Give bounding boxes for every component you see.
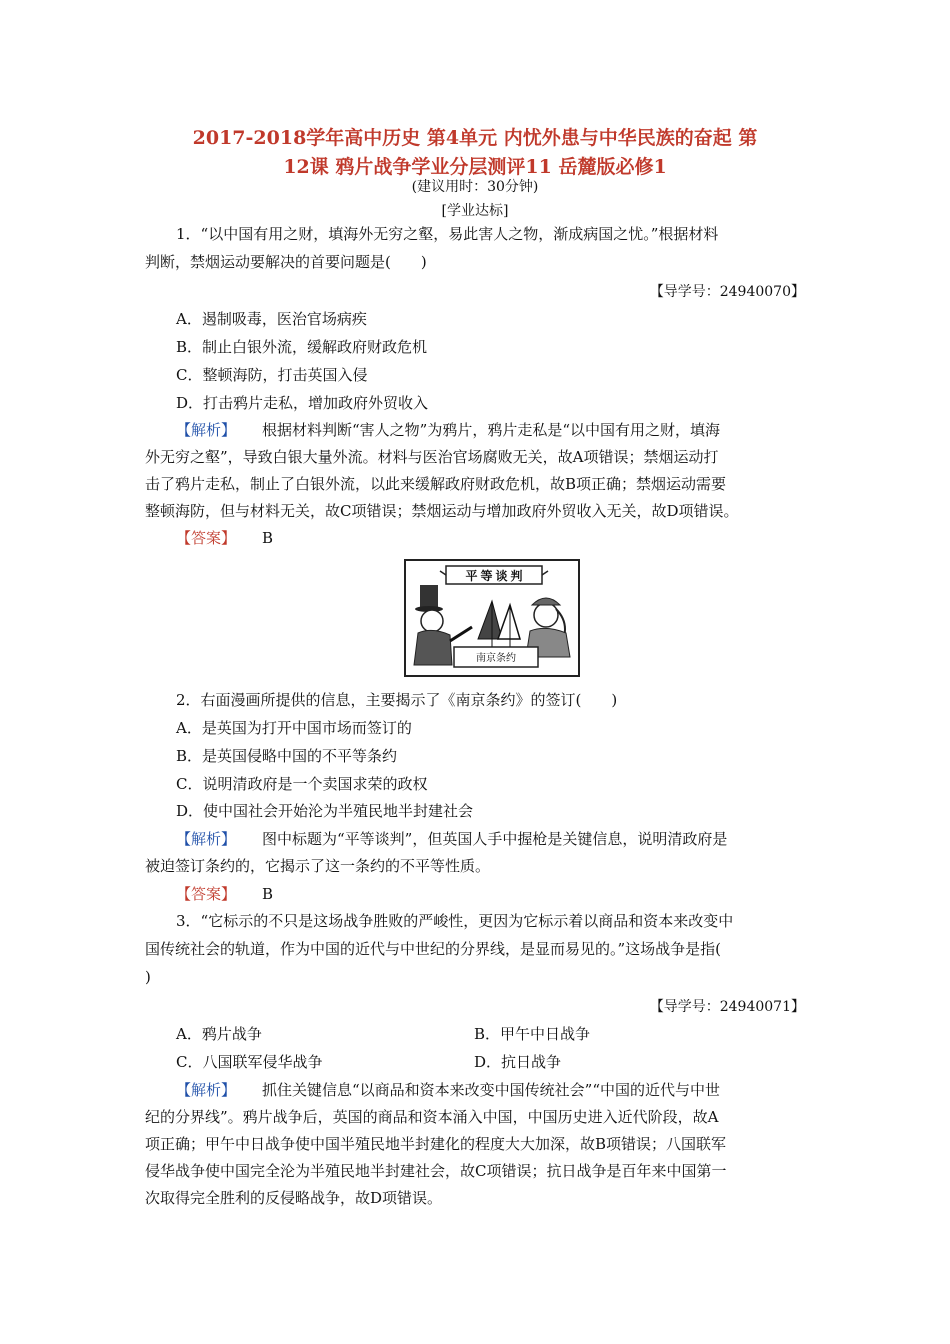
cartoon-drawing	[406, 561, 578, 675]
q1-option-c: C．整顿海防，打击英国入侵	[176, 366, 368, 384]
q3-analysis-line-3: 项正确；甲午中日战争使中国半殖民地半封建化的程度大大加深，故B项错误；八国联军	[145, 1135, 727, 1153]
cartoon-banner-text: 平 等 谈 判	[465, 569, 523, 583]
q3-analysis-line-2: 纪的分界线”。鸦片战争后，英国的商品和资本涌入中国，中国历史进入近代阶段，故A	[145, 1108, 719, 1126]
q3-stem-line-3: )	[145, 968, 151, 986]
q2-option-a: A．是英国为打开中国市场而签订的	[176, 719, 412, 737]
q3-option-b: B．甲午中日战争	[474, 1025, 591, 1043]
gun	[450, 627, 472, 641]
right-figure-head	[534, 603, 558, 627]
q1-option-b: B．制止白银外流，缓解政府财政危机	[176, 338, 428, 356]
suggested-time: (建议用时：30分钟)	[411, 179, 539, 195]
cartoon-table-label: 南京条约	[476, 653, 516, 664]
q1-answer: B	[262, 529, 274, 547]
q2-analysis-line-1: 图中标题为“平等谈判”，但英国人手中握枪是关键信息，说明清政府是	[262, 830, 728, 848]
left-figure-head	[421, 610, 443, 632]
section-heading: [学业达标]	[441, 203, 509, 219]
q3-analysis-line-5: 次取得完全胜利的反侵略战争，故D项错误。	[145, 1189, 443, 1207]
q3-analysis-line-4: 侵华战争使中国完全沦为半殖民地半封建社会，故C项错误；抗日战争是百年来中国第一	[145, 1162, 727, 1180]
q1-guide-number: 【导学号：24940070】	[649, 284, 805, 300]
flag-right	[498, 605, 520, 639]
title-line-2: 12课 鸦片战争学业分层测评11 岳麓版必修1	[283, 156, 667, 178]
q2-analysis-line-2: 被迫签订条约的，它揭示了这一条约的不平等性质。	[145, 857, 491, 875]
q2-analysis-tag: 【解析】	[176, 830, 237, 848]
q1-stem-line-1: 1．“以中国有用之财，填海外无穷之壑，易此害人之物，渐成病国之忧。”根据材料	[176, 225, 719, 243]
q3-option-c: C．八国联军侵华战争	[176, 1053, 323, 1071]
q2-answer-tag: 【答案】	[176, 885, 237, 903]
document-title	[100, 124, 850, 182]
title-line-1: 2017-2018学年高中历史 第4单元 内忧外患与中华民族的奋起 第	[192, 127, 758, 149]
q3-option-d: D．抗日战争	[474, 1053, 562, 1071]
treaty-cartoon-image	[404, 559, 580, 677]
q1-analysis-tag: 【解析】	[176, 421, 237, 439]
q2-stem: 2．右面漫画所提供的信息，主要揭示了《南京条约》的签订( )	[176, 691, 618, 709]
left-figure-body	[414, 630, 452, 665]
q3-stem-line-2: 国传统社会的轨道，作为中国的近代与中世纪的分界线，是显而易见的。”这场战争是指(	[145, 940, 722, 958]
q2-answer: B	[262, 885, 274, 903]
q3-option-a: A．鸦片战争	[176, 1025, 262, 1043]
q2-option-d: D．使中国社会开始沦为半殖民地半封建社会	[176, 802, 474, 820]
q1-option-d: D．打击鸦片走私，增加政府外贸收入	[176, 394, 429, 412]
q1-answer-tag: 【答案】	[176, 529, 237, 547]
q1-option-a: A．遏制吸毒，医治官场病疾	[176, 310, 367, 328]
q1-analysis-line-2: 外无穷之壑”，导致白银大量外流。材料与医治官场腐败无关，故A项错误；禁烟运动打	[145, 448, 719, 466]
q3-analysis-line-1: 抓住关键信息“以商品和资本来改变中国传统社会”“中国的近代与中世	[262, 1081, 721, 1099]
left-figure-hat	[420, 585, 438, 609]
q1-analysis-line-4: 整顿海防，但与材料无关，故C项错误；禁烟运动与增加政府外贸收入无关，故D项错误。	[145, 502, 739, 520]
q3-analysis-tag: 【解析】	[176, 1081, 237, 1099]
q3-stem-line-1: 3．“它标示的不只是这场战争胜败的严峻性，更因为它标示着以商品和资本来改变中	[176, 912, 734, 930]
q3-guide-number: 【导学号：24940071】	[649, 999, 805, 1015]
flag-left	[478, 601, 502, 639]
q1-analysis-line-3: 击了鸦片走私，制止了白银外流，以此来缓解政府财政危机，故B项正确；禁烟运动需要	[145, 475, 727, 493]
q1-analysis-line-1: 根据材料判断“害人之物”为鸦片，鸦片走私是“以中国有用之财，填海	[262, 421, 721, 439]
q2-option-b: B．是英国侵略中国的不平等条约	[176, 747, 398, 765]
q2-option-c: C．说明清政府是一个卖国求荣的政权	[176, 775, 428, 793]
q1-stem-line-2: 判断，禁烟运动要解决的首要问题是( )	[145, 253, 427, 271]
